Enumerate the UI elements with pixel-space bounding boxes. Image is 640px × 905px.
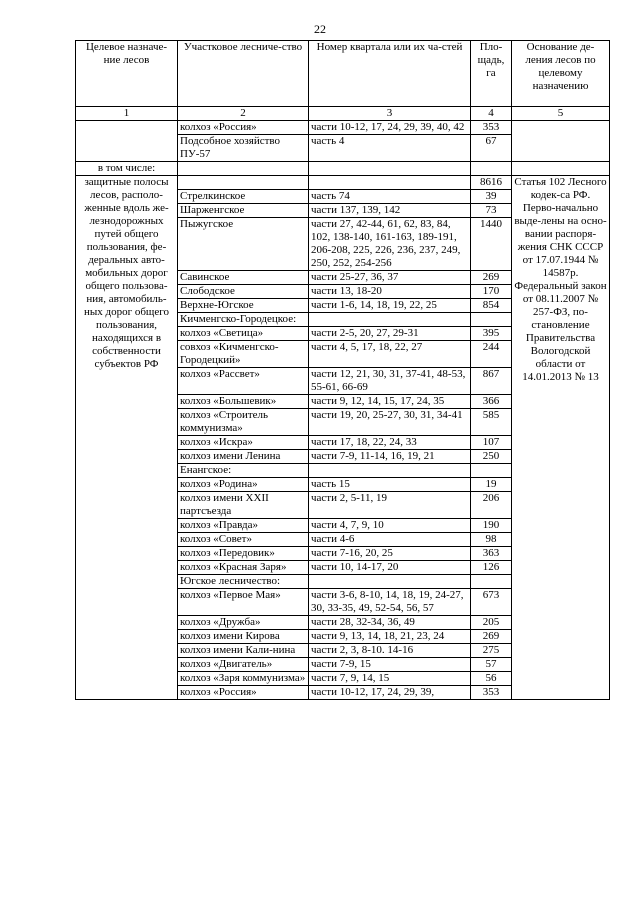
- quarter-list: [309, 464, 471, 478]
- district-name: колхоз «Строитель коммунизма»: [178, 409, 309, 436]
- area-value: 867: [471, 368, 512, 395]
- quarter-list: части 27, 42-44, 61, 62, 83, 84, 102, 138-140, 161-163, 189-191, 206-208, 225, 226, 236, 237, 249, 250, 252, 254-256: [309, 218, 471, 271]
- quarter-list: части 7-16, 20, 25: [309, 547, 471, 561]
- district-name: колхоз «Совет»: [178, 533, 309, 547]
- district-name: Верхне-Югское: [178, 299, 309, 313]
- area-value: [471, 313, 512, 327]
- district-name: колхоз «Светица»: [178, 327, 309, 341]
- area-value: [471, 464, 512, 478]
- area-value: 250: [471, 450, 512, 464]
- empty-cell: [178, 176, 309, 190]
- district-name: колхоз «Искра»: [178, 436, 309, 450]
- empty-cell: [309, 162, 471, 176]
- district-name: колхоз имени Ленина: [178, 450, 309, 464]
- area-value: 275: [471, 644, 512, 658]
- page-number: 22: [314, 22, 326, 36]
- quarter-list: часть 74: [309, 190, 471, 204]
- empty-cell: [178, 162, 309, 176]
- district-name: Енангское:: [178, 464, 309, 478]
- district-name: колхоз имени Кали-нина: [178, 644, 309, 658]
- district-name: Шарженгское: [178, 204, 309, 218]
- area-value: 854: [471, 299, 512, 313]
- district-name: Пыжугское: [178, 218, 309, 271]
- district-name: колхоз «Большевик»: [178, 395, 309, 409]
- district-name: колхоз «Дружба»: [178, 616, 309, 630]
- column-number: 2: [178, 107, 309, 121]
- area-value: [471, 575, 512, 589]
- district-name: колхоз «Россия»: [178, 686, 309, 700]
- column-number: 4: [471, 107, 512, 121]
- quarter-list: части 4-6: [309, 533, 471, 547]
- area-value: 57: [471, 658, 512, 672]
- area-value: 170: [471, 285, 512, 299]
- district-name: Кичменгско-Городецкое:: [178, 313, 309, 327]
- empty-cell: [471, 162, 512, 176]
- area-value: 67: [471, 135, 512, 162]
- area-value: 1440: [471, 218, 512, 271]
- area-value: 585: [471, 409, 512, 436]
- quarter-list: части 7-9, 11-14, 16, 19, 21: [309, 450, 471, 464]
- quarter-list: части 2-5, 20, 27, 29-31: [309, 327, 471, 341]
- quarter-list: части 4, 5, 17, 18, 22, 27: [309, 341, 471, 368]
- quarter-list: части 28, 32-34, 36, 49: [309, 616, 471, 630]
- district-name: Савинское: [178, 271, 309, 285]
- column-number-row: [76, 107, 610, 121]
- area-value: 366: [471, 395, 512, 409]
- quarter-list: части 10-12, 17, 24, 29, 39, 40, 42: [309, 121, 471, 135]
- header-row: [76, 41, 610, 107]
- empty-cell: [76, 121, 178, 162]
- empty-cell: [309, 176, 471, 190]
- quarter-list: части 25-27, 36, 37: [309, 271, 471, 285]
- quarter-list: части 13, 18-20: [309, 285, 471, 299]
- quarter-list: части 3-6, 8-10, 14, 18, 19, 24-27, 30, 33-35, 49, 52-54, 56, 57: [309, 589, 471, 616]
- area-value: 269: [471, 630, 512, 644]
- header-quarters: Номер квартала или их ча-стей: [309, 41, 471, 107]
- quarter-list: части 10-12, 17, 24, 29, 39,: [309, 686, 471, 700]
- table-row: [76, 121, 610, 135]
- header-basis: Основание де-ления лесов по целевому назначению: [512, 41, 610, 107]
- column-number: 1: [76, 107, 178, 121]
- column-number: 5: [512, 107, 610, 121]
- district-name: колхоз «Заря коммунизма»: [178, 672, 309, 686]
- quarter-list: часть 4: [309, 135, 471, 162]
- district-name: Подсобное хозяйство ПУ-57: [178, 135, 309, 162]
- column-number: 3: [309, 107, 471, 121]
- district-name: Слободское: [178, 285, 309, 299]
- area-value: 244: [471, 341, 512, 368]
- district-name: колхоз «Передовик»: [178, 547, 309, 561]
- district-name: колхоз «Правда»: [178, 519, 309, 533]
- quarter-list: части 7, 9, 14, 15: [309, 672, 471, 686]
- area-value: 673: [471, 589, 512, 616]
- area-value: 206: [471, 492, 512, 519]
- quarter-list: части 1-6, 14, 18, 19, 22, 25: [309, 299, 471, 313]
- area-value: 395: [471, 327, 512, 341]
- empty-cell: [512, 162, 610, 176]
- area-value: 190: [471, 519, 512, 533]
- area-value: 98: [471, 533, 512, 547]
- district-name: колхоз имени XXII партсъезда: [178, 492, 309, 519]
- quarter-list: части 4, 7, 9, 10: [309, 519, 471, 533]
- quarter-list: части 9, 13, 14, 18, 21, 23, 24: [309, 630, 471, 644]
- area-value: 107: [471, 436, 512, 450]
- quarter-list: части 2, 5-11, 19: [309, 492, 471, 519]
- total-area: 8616: [471, 176, 512, 190]
- quarter-list: части 9, 12, 14, 15, 17, 24, 35: [309, 395, 471, 409]
- area-value: 39: [471, 190, 512, 204]
- empty-cell: [512, 121, 610, 162]
- area-value: 269: [471, 271, 512, 285]
- quarter-list: части 2, 3, 8-10. 14-16: [309, 644, 471, 658]
- area-value: 353: [471, 121, 512, 135]
- forest-purpose-table: [75, 40, 610, 700]
- quarter-list: части 10, 14-17, 20: [309, 561, 471, 575]
- district-name: колхоз «Двигатель»: [178, 658, 309, 672]
- district-name: колхоз «Первое Мая»: [178, 589, 309, 616]
- district-name: колхоз «Красная Заря»: [178, 561, 309, 575]
- district-name: колхоз «Родина»: [178, 478, 309, 492]
- basis-text: Статья 102 Лесного кодек-са РФ. Перво-начально выде-лены на осно-вании распоря-жения СНК СССР от 17.07.1944 № 14587р. Федеральный закон от 08.11.2007 № 257-ФЗ, по-становление Правительства Вологодской области от 14.01.2013 № 13: [512, 176, 610, 700]
- area-value: 126: [471, 561, 512, 575]
- header-area: Пло-щадь, га: [471, 41, 512, 107]
- total-row: [76, 176, 610, 190]
- area-value: 353: [471, 686, 512, 700]
- header-district: Участковое лесниче-ство: [178, 41, 309, 107]
- area-value: 56: [471, 672, 512, 686]
- district-name: колхоз «Рассвет»: [178, 368, 309, 395]
- quarter-list: части 19, 20, 25-27, 30, 31, 34-41: [309, 409, 471, 436]
- area-value: 19: [471, 478, 512, 492]
- area-value: 363: [471, 547, 512, 561]
- quarter-list: части 7-9, 15: [309, 658, 471, 672]
- quarter-list: [309, 575, 471, 589]
- quarter-list: части 137, 139, 142: [309, 204, 471, 218]
- area-value: 205: [471, 616, 512, 630]
- including-label: в том числе:: [76, 162, 178, 176]
- purpose-category: защитные полосы лесов, располо-женные вдоль же-лезнодорожных путей общего пользования, фе-деральных авто-мобильных дорог общего пользова-ния, автомобиль-ных дорог общего пользования, находящихся в собственности субъектов РФ: [76, 176, 178, 700]
- quarter-list: части 12, 21, 30, 31, 37-41, 48-53, 55-61, 66-69: [309, 368, 471, 395]
- header-purpose: Целевое назначе-ние лесов: [76, 41, 178, 107]
- quarter-list: часть 15: [309, 478, 471, 492]
- district-name: Стрелкинское: [178, 190, 309, 204]
- area-value: 73: [471, 204, 512, 218]
- district-name: Югское лесничество:: [178, 575, 309, 589]
- quarter-list: [309, 313, 471, 327]
- district-name: колхоз имени Кирова: [178, 630, 309, 644]
- quarter-list: части 17, 18, 22, 24, 33: [309, 436, 471, 450]
- district-name: совхоз «Кичменгско-Городецкий»: [178, 341, 309, 368]
- including-row: [76, 162, 610, 176]
- district-name: колхоз «Россия»: [178, 121, 309, 135]
